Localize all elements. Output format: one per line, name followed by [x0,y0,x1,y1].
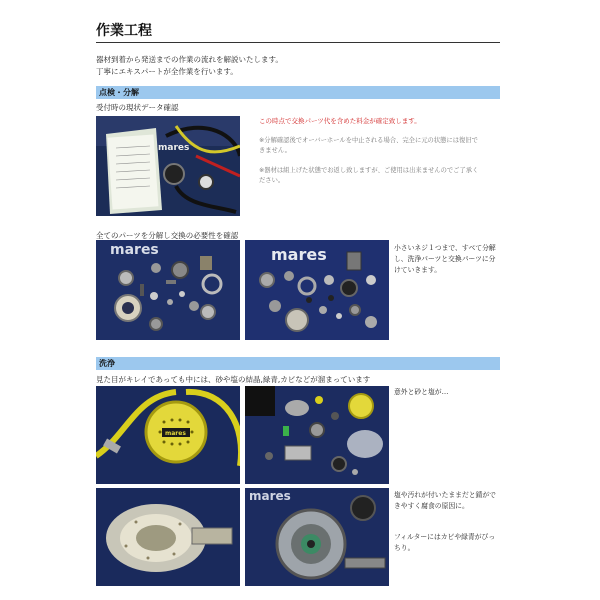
intro-text [96,54,283,78]
disassembly-photo-2 [245,240,389,340]
brand-logo-text: mares [249,489,291,503]
corrosion-note [394,490,496,512]
section-header-cleaning [96,357,500,370]
filter-note-line-2: ちり。 [394,544,415,552]
title-divider [96,42,500,43]
assembled-return-line-2: ださい。 [259,177,285,184]
section-title-inspection: 点検・分解 [99,88,139,97]
intro-line-2: 丁寧にエキスパートが全作業を行います。 [96,67,238,76]
filter-note-line-1: フィルターにはカビや緑青がびっ [394,533,496,541]
assembled-return-line-1: ※器材は組上げた状態でお返し致しますが、ご使用は出来ませんのでご了承く [259,167,479,174]
brand-logo-text: mares [158,143,190,153]
cleaning-photo-filter [245,488,389,586]
cleaning-photo-parts [245,386,389,484]
disassembly-note-line-1: 小さいネジ１つまで、すべて分解 [394,244,496,252]
corrosion-note-line-1: 塩や汚れが付いたままだと錆がで [394,491,496,499]
cleaning-photo-dirty-part [96,488,240,586]
disassembly-photo-1 [96,240,240,340]
disassembly-caption: 全てのパーツを分解し交換の必要性を確認 [96,231,239,240]
corrosion-note-line-2: きやすく腐食の原因に。 [394,502,469,510]
disassembly-note [394,243,496,276]
sand-salt-note: 意外と砂と塩が… [394,388,449,396]
assembled-return-note [259,166,478,186]
inspection-subcaption: 受付時の現状データ確認 [96,103,179,112]
page-title: 作業工程 [96,23,152,39]
brand-logo-text: mares [110,242,159,258]
section-title-cleaning: 洗浄 [99,359,115,368]
disassembly-note-line-3: けていきます。 [394,266,442,274]
disassembly-note-line-2: し、洗浄パーツと交換パーツに分 [394,255,496,263]
cleaning-subcaption: 見た目がキレイであっても中には、砂や塩の結晶,緑青,カビなどが溜まっています [96,375,371,384]
intro-line-1: 器材到着から発送までの作業の流れを解説いたします。 [96,55,283,64]
section-header-inspection [96,86,500,99]
cleaning-photo-regulator [96,386,240,484]
filter-note [394,532,495,554]
brand-logo-text: mares [165,430,186,437]
brand-logo-text: mares [271,245,327,264]
overhaul-cancel-line-2: きません。 [259,147,291,154]
reception-photo [96,116,240,216]
overhaul-cancel-line-1: ※分解確認後でオーバーホールを中止される場合、完全に元の状態には復旧で [259,137,478,144]
price-fixed-note: この時点で交換パーツ代を含めた料金が確定致します。 [259,117,421,125]
overhaul-cancel-note [259,136,478,156]
